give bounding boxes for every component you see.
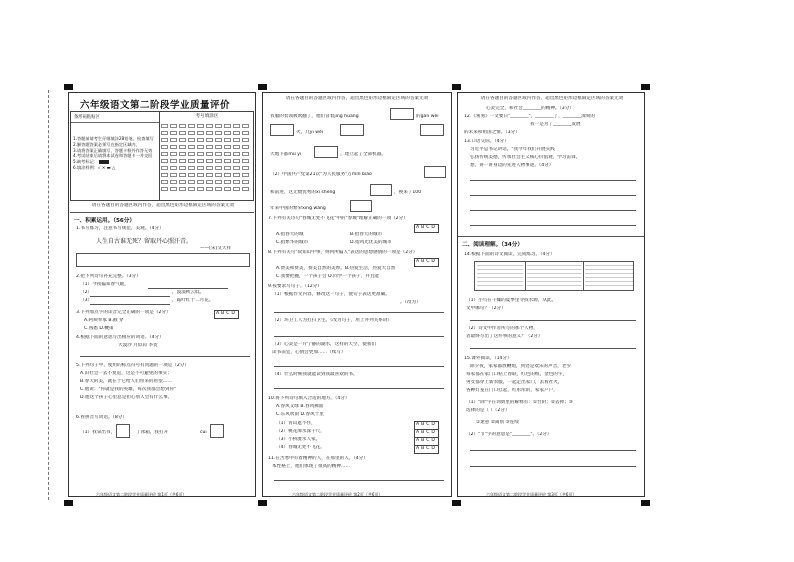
code-bubble[interactable] <box>224 138 231 142</box>
pinyin-line: 火，几yi wéi <box>296 130 324 135</box>
code-bubble[interactable] <box>224 152 231 156</box>
code-bubble[interactable] <box>170 131 177 135</box>
q7-option-d: D.指风光优美的城市 <box>350 240 392 245</box>
q13-text-3: 想，讲一讲身边的先进人物事迹。（4分） <box>470 163 554 168</box>
code-bubble[interactable] <box>170 124 177 128</box>
registration-mark <box>641 500 650 506</box>
q8-answer-box[interactable]: ABCD <box>414 258 439 267</box>
answer-line[interactable] <box>90 304 170 305</box>
q10-1: （1）青山遮不住， <box>276 421 316 426</box>
code-bubble[interactable] <box>188 145 195 149</box>
code-bubble[interactable] <box>224 124 231 128</box>
code-bubble[interactable] <box>197 138 204 142</box>
q9-3: （3）心灵是一片宁静的湖水，这样的天空，使我们 <box>272 342 376 347</box>
code-bubble[interactable] <box>188 187 195 191</box>
q10-4-answer-box[interactable]: ABCD <box>414 445 439 454</box>
q1-author: ——[宋]文天祥 <box>200 246 232 251</box>
code-bubble[interactable] <box>188 131 195 135</box>
code-bubble[interactable] <box>197 159 204 163</box>
q7-option-a: A.指春天的城 <box>276 232 304 237</box>
exam-code-grid[interactable] <box>161 124 253 198</box>
code-bubble[interactable] <box>161 173 168 177</box>
code-bubble[interactable] <box>233 173 240 177</box>
q10-options-cd: C.东风吹雨 D.春风十里 <box>276 412 324 417</box>
code-bubble[interactable] <box>170 138 177 142</box>
code-bubble[interactable] <box>161 138 168 142</box>
code-bubble[interactable] <box>161 131 168 135</box>
registration-mark <box>64 84 73 90</box>
q10-3: （3）小桥流水人家， <box>276 437 321 442</box>
q13-text-2: 弘扬传统美德，传承社会主义核心价值观，学习雷锋， <box>470 155 581 160</box>
code-bubble[interactable] <box>233 138 240 142</box>
registration-mark <box>452 500 461 506</box>
divider <box>70 212 254 213</box>
code-bubble[interactable] <box>197 187 204 191</box>
q-ccp-line: 年来中国的繁荣xīng wàng <box>270 206 326 211</box>
answer-line[interactable] <box>90 296 170 297</box>
code-bubble[interactable] <box>161 124 168 128</box>
code-bubble[interactable] <box>233 131 240 135</box>
code-bubble[interactable] <box>215 145 222 149</box>
answer-line[interactable] <box>80 356 250 357</box>
q5-option-d: D.他这个孩子心里总是担心别人会有什么事。 <box>80 395 173 400</box>
question-8: 8.下列有关句"故知山中事，则何所偏人"表达的思想感情的一项是（2分） <box>268 250 418 255</box>
code-bubble[interactable] <box>206 159 213 163</box>
pinyin-box[interactable] <box>270 124 294 136</box>
col3-top-line: 心灵完全，和社会________的精神。（3分） <box>486 106 574 111</box>
answer-line[interactable] <box>470 210 636 211</box>
question-4: 4.根据下面的意思写出相应的词语。（4分） <box>76 335 164 340</box>
code-bubble[interactable] <box>242 131 249 135</box>
q9-3b: 读书前宜，心情会更加……（续写） <box>272 350 346 355</box>
code-bubble[interactable] <box>224 159 231 163</box>
q15-passage: 除夕夜，家家都放鞭炮，到处是欢乐的声音，老少 <box>470 364 572 369</box>
pinyin-box[interactable] <box>116 424 130 438</box>
code-bubble[interactable] <box>188 180 195 184</box>
question-3: 3.下列加点字的读音完全正确的一项是（2分） <box>76 310 171 315</box>
code-bubble[interactable] <box>206 173 213 177</box>
q-ccp-line: （2）中国共产党第21次"为人民服务"万mǐn biāo <box>270 172 372 177</box>
code-bubble[interactable] <box>197 145 204 149</box>
code-bubble[interactable] <box>233 152 240 156</box>
code-bubble[interactable] <box>197 152 204 156</box>
code-bubble[interactable] <box>179 124 186 128</box>
pinyin-box[interactable] <box>210 424 224 438</box>
question-11: 11.在苦寒中有着精神的人，在那里的人。（4分） <box>268 456 368 461</box>
code-bubble[interactable] <box>242 159 249 163</box>
code-bubble[interactable] <box>224 166 231 170</box>
q2-line-2b: ，漠漠秋云低。 <box>172 290 205 295</box>
answer-line[interactable] <box>470 320 636 321</box>
q8-option-cd: C.我要把握，一个孩子会 D.同学一个孩子，并且能 <box>276 274 380 279</box>
q5-option-b: B.春天的美，就在于它给人们带来的希望…… <box>80 379 172 384</box>
code-bubble[interactable] <box>242 124 249 128</box>
question-5: 5.下列句子中，使用的标点符号有问题的一项是（2分） <box>76 363 189 368</box>
notice-line: 6.填涂样例：√ ✕ ▬ △ <box>73 164 116 170</box>
pinyin-box[interactable] <box>390 108 414 120</box>
question-14: 14.根据下面的诗文阅读，完成练习。（4分） <box>464 252 555 257</box>
code-bubble[interactable] <box>233 180 240 184</box>
q9-4: （4）什么时候我就能读到我最喜欢的书。 <box>272 372 358 377</box>
q6-line-1: （1）我拿出书， <box>80 430 116 435</box>
code-bubble[interactable] <box>179 159 186 163</box>
code-bubble[interactable] <box>224 145 231 149</box>
code-bubble[interactable] <box>161 187 168 191</box>
q14-2b: 者最终写出了这件事的意义？（2分） <box>466 334 543 339</box>
q1-poem: 人生自古谁无死？留取丹心照汗青。 <box>96 238 193 245</box>
answer-line[interactable] <box>274 336 444 337</box>
code-bubble[interactable] <box>215 131 222 135</box>
code-bubble[interactable] <box>179 166 186 170</box>
code-bubble[interactable] <box>215 180 222 184</box>
code-bubble[interactable] <box>179 145 186 149</box>
code-bubble[interactable] <box>197 124 204 128</box>
page-band: 请在各题目的答题区域内作答，超出黑色矩形边框限定区域的答案无效 <box>480 96 624 101</box>
q13-text: 习近平总书记讲话，"我今年我们开展实践 <box>470 147 555 152</box>
notice-line: 4.考试结束后请将本试卷和答题卡一并交回 <box>73 153 153 159</box>
pinyin-box[interactable] <box>350 200 372 212</box>
code-bubble[interactable] <box>188 138 195 142</box>
q3-answer-box[interactable]: ABCD <box>214 310 239 319</box>
q10-4: （4）春城无处不飞花。 <box>276 445 325 450</box>
code-bubble[interactable] <box>224 187 231 191</box>
code-bubble[interactable] <box>242 173 249 177</box>
code-bubble[interactable] <box>233 187 240 191</box>
answer-line[interactable] <box>470 450 636 451</box>
question-15: 15.课外阅读。（14分） <box>464 356 512 361</box>
answer-line[interactable] <box>470 225 636 226</box>
code-bubble[interactable] <box>188 166 195 170</box>
code-bubble[interactable] <box>179 180 186 184</box>
code-bubble[interactable] <box>188 173 195 177</box>
section-2-heading: 二、阅读理解。（34分） <box>462 242 523 248</box>
q3-options-ab: A.阿谀奉承 B.戳 穿 <box>84 318 124 323</box>
divider <box>458 236 644 237</box>
code-bubble[interactable] <box>233 166 240 170</box>
q10-3-answer-box[interactable]: ABCD <box>414 437 439 446</box>
pinyin-line: 。建立起了全部机器。 <box>340 152 386 157</box>
answer-line[interactable] <box>470 195 636 196</box>
answer-line[interactable] <box>470 466 636 467</box>
question-12: 12.《匆匆》一文要日"________"，________了，________深刻的 <box>464 114 595 119</box>
page-footer: 六年级语文第二阶段学业质量评价 第2页（共6页） <box>292 492 383 497</box>
code-bubble[interactable] <box>197 173 204 177</box>
code-bubble[interactable] <box>242 145 249 149</box>
q15-passage: 每家都在家门口贴上春联，红色的纸，金色的字， <box>466 372 568 377</box>
answer-line[interactable] <box>148 288 228 289</box>
code-bubble[interactable] <box>233 124 240 128</box>
q10-2: （2）桃花潭水深千尺， <box>276 429 325 434</box>
q8-option-ab: A.赞美和赞美，赞美自然的美妙。B.热爱生活，热爱大自然 <box>276 266 396 271</box>
code-bubble[interactable] <box>179 173 186 177</box>
code-bubble[interactable] <box>179 187 186 191</box>
code-bubble[interactable] <box>188 124 195 128</box>
code-bubble[interactable] <box>161 180 168 184</box>
question-7: 7.下列有关诗句"春城无处不飞花"中的"春城"理解正确的一项（2分） <box>268 216 408 221</box>
code-bubble[interactable] <box>161 145 168 149</box>
info-column <box>71 112 160 200</box>
q2-line-1: （1）今夜偏知春气暖， <box>80 282 129 287</box>
code-bubble[interactable] <box>206 145 213 149</box>
question-10: 10.将下列诗句填入合适的地方。（4分） <box>268 396 350 401</box>
q-ccp-line: 和前进，这无数优秀的xì shēng <box>270 190 336 195</box>
q2-line-3: （3） <box>80 298 93 303</box>
code-bubble[interactable] <box>170 187 177 191</box>
q10-1-answer-box[interactable]: ABCD <box>414 421 439 430</box>
q15-options: ①迷惑 ②离别 ③连续 <box>476 420 519 425</box>
code-bubble[interactable] <box>215 187 222 191</box>
q5-option-a: A.旧社会一去不复返，这是不可避免的事实； <box>80 371 172 376</box>
writing-box[interactable] <box>76 253 250 267</box>
pinyin-line: 衣服的衣领被吹翻了，他们冒着jing huang <box>270 114 359 119</box>
question-13: 13.口语交际。（4分） <box>464 139 509 144</box>
code-bubble[interactable] <box>179 138 186 142</box>
code-bubble[interactable] <box>215 124 222 128</box>
q11-text: 本性格上，他们体现了很高的精神…… <box>272 464 351 469</box>
pinyin-box[interactable] <box>340 124 364 136</box>
q15-question-1: （1）"除"字在词典里的解释有：①台阶；②去掉；③ <box>466 400 573 405</box>
q15-question-2: （2）"节"字的意思是"________"。（2分） <box>466 432 552 437</box>
code-bubble[interactable] <box>188 152 195 156</box>
code-bubble[interactable] <box>233 145 240 149</box>
code-bubble[interactable] <box>215 159 222 163</box>
answer-line[interactable] <box>274 312 444 313</box>
q12-line-c: 的未来和祖国之情。（3分） <box>464 130 520 135</box>
q14-1b: 文中哪句？（2分） <box>466 306 506 311</box>
code-bubble[interactable] <box>179 131 186 135</box>
q12-line-b: 我一是为了________发展 <box>530 122 581 127</box>
q15-question-1b: 选择的是（ ）（2分） <box>466 408 510 413</box>
question-2: 2.把下列诗句补充完整。（3分） <box>76 274 141 279</box>
q15-passage: 男女都穿上新衣服，一起走出家门，去看社火， <box>466 380 563 385</box>
code-bubble[interactable] <box>215 152 222 156</box>
page-band: 请在各题目的答题区域内作答，超出黑色矩形边框限定区域的答案无效 <box>91 203 235 208</box>
pinyin-line: 大地下都mǔ yi <box>270 152 302 157</box>
code-bubble[interactable] <box>215 138 222 142</box>
question-6: 6.看拼音写词语。（8分） <box>76 415 127 420</box>
q2-line-2: （2） <box>80 290 93 295</box>
page-band: 请在各题目的答题区域内作答，超出黑色矩形边框限定区域的答案无效 <box>285 96 429 101</box>
code-bubble[interactable] <box>215 173 222 177</box>
code-bubble[interactable] <box>224 180 231 184</box>
q7-option-c: C.指繁华的城市 <box>276 240 309 245</box>
pinyin-box[interactable] <box>424 166 446 178</box>
answer-line[interactable] <box>470 348 636 349</box>
pinyin-line: 的gan wèi <box>416 114 439 119</box>
registration-mark <box>452 84 461 90</box>
code-bubble[interactable] <box>224 173 231 177</box>
pinyin-box[interactable] <box>420 124 444 136</box>
q7-answer-box[interactable]: ABCD <box>414 224 439 233</box>
q10-options-ab: A.春风又绿 B.春风拂面 <box>276 404 324 409</box>
code-bubble[interactable] <box>170 152 177 156</box>
code-bubble[interactable] <box>206 187 213 191</box>
code-bubble[interactable] <box>170 166 177 170</box>
q9-2: （2）环卫工人为打扫卫生。（改为句子，用上并列关系词） <box>272 318 393 323</box>
code-bubble[interactable] <box>233 159 240 163</box>
page-footer: 六年级语文第二阶段学业质量评价 第1页（共6页） <box>96 492 187 497</box>
q9-1: （1）根据作文内容，修改这一句子，使句子表达更准确。 <box>272 292 390 297</box>
reading-passage-box <box>474 261 634 291</box>
registration-mark <box>641 84 650 90</box>
q14-1: （1）小鸟在干燥的夏季里寻找水源，从此， <box>466 298 557 303</box>
fold-line <box>48 90 49 500</box>
code-bubble[interactable] <box>170 159 177 163</box>
q6-pinyin: cui <box>200 430 207 435</box>
answer-line[interactable] <box>274 388 444 389</box>
q10-2-answer-box[interactable]: ABCD <box>414 429 439 438</box>
pinyin-box[interactable] <box>370 184 392 196</box>
code-bubble[interactable] <box>242 187 249 191</box>
code-bubble[interactable] <box>206 152 213 156</box>
notice-line: 3.请将答案正确填写，答题卡框外作答无效 <box>73 147 153 153</box>
exam-title: 六年级语文第二阶段学业质量评价 <box>80 100 231 111</box>
notice-line: 5.缺考标记： <box>73 159 157 165</box>
section-1-heading: 一、积累运用。（56分） <box>74 218 135 224</box>
code-bubble[interactable] <box>242 166 249 170</box>
header-box <box>70 111 254 201</box>
code-bubble[interactable] <box>242 138 249 142</box>
code-bubble[interactable] <box>170 145 177 149</box>
q2-line-3b: ，霜叶红于二月花。 <box>172 298 214 303</box>
barcode-label: 条形码粘贴区 <box>71 112 159 123</box>
code-bubble[interactable] <box>179 152 186 156</box>
q7-option-b: B.指春天的城市 <box>350 232 383 237</box>
registration-mark <box>258 500 267 506</box>
page-footer: 六年级语文第二阶段学业质量评价 第3页（共6页） <box>486 492 577 497</box>
notice-line: 2.解答题答案必须写在指定区域内， <box>73 141 140 147</box>
q4-words: 大漠沙 月似钩 李贺 <box>118 343 158 348</box>
answer-line[interactable] <box>274 366 444 367</box>
answer-line[interactable] <box>470 180 636 181</box>
registration-mark <box>64 500 73 506</box>
code-bubble[interactable] <box>206 131 213 135</box>
question-1: 1.书写练习，注意书写规范，美观。（4分） <box>76 226 164 231</box>
code-bubble[interactable] <box>161 166 168 170</box>
code-bubble[interactable] <box>224 131 231 135</box>
q-ccp-line: ，换来了100 <box>394 190 422 195</box>
code-bubble[interactable] <box>206 124 213 128</box>
code-bubble[interactable] <box>188 159 195 163</box>
q6-line-1b: 了冰箱，我打开 <box>136 430 169 435</box>
q5-option-c: C.他说："你就是我的英雄，每次我都会想到你" <box>80 387 177 392</box>
question-9: 9.按要求写句子。（12分） <box>268 284 322 289</box>
code-bubble[interactable] <box>197 131 204 135</box>
q14-2: （2）诗文中作者所写的那个人物， <box>466 326 538 331</box>
registration-mark <box>258 84 267 90</box>
notice-list <box>73 136 157 171</box>
notice-line: 1.答题前请考生仔细填涂2B铅笔，检查填写 <box>73 136 154 141</box>
code-bubble[interactable] <box>161 152 168 156</box>
code-bubble[interactable] <box>170 180 177 184</box>
code-bubble[interactable] <box>206 138 213 142</box>
q3-options-cd: C.熟悉 D.鞭策 <box>84 326 114 331</box>
code-bubble[interactable] <box>161 159 168 163</box>
code-bubble[interactable] <box>242 180 249 184</box>
code-bubble[interactable] <box>197 180 204 184</box>
pinyin-box[interactable] <box>314 146 338 158</box>
code-bubble[interactable] <box>206 180 213 184</box>
answer-line[interactable] <box>274 480 444 481</box>
code-bubble[interactable] <box>242 152 249 156</box>
code-bubble[interactable] <box>197 166 204 170</box>
code-bubble[interactable] <box>215 166 222 170</box>
q15-passage: 各种灯笼在门口挂起，红彤彤的，家家户户， <box>466 388 558 393</box>
code-bubble[interactable] <box>170 173 177 177</box>
q9-1b: 。（改为） <box>400 300 421 305</box>
code-bubble[interactable] <box>206 166 213 170</box>
exam-code-label: 考号填涂区 <box>195 114 219 119</box>
